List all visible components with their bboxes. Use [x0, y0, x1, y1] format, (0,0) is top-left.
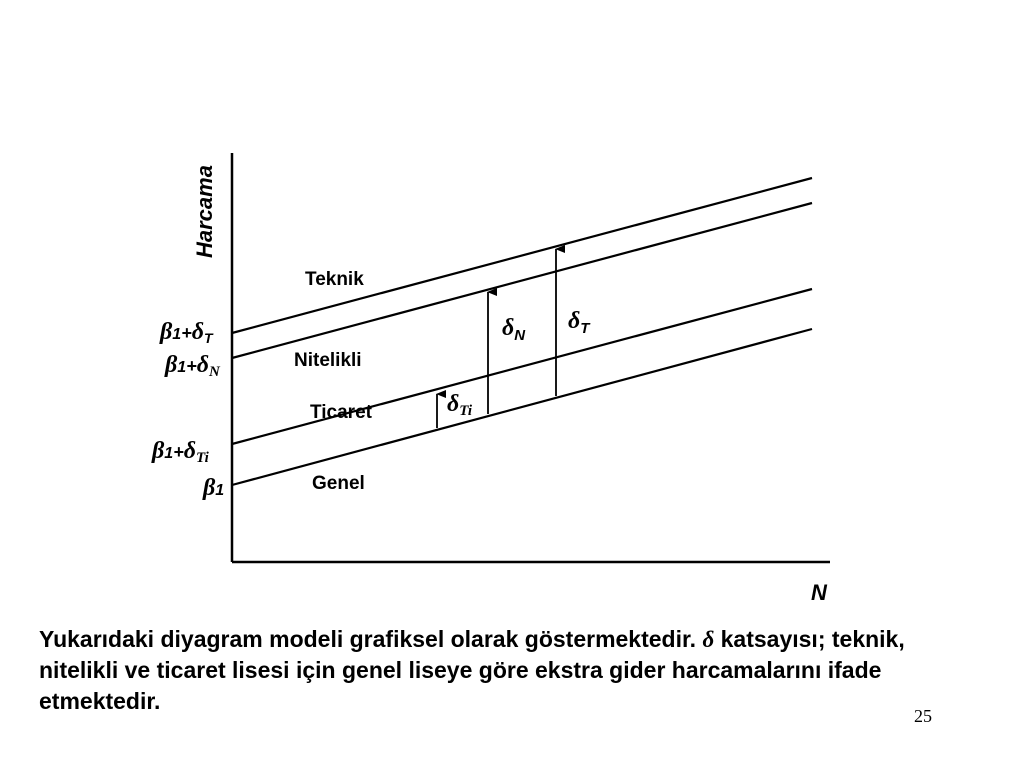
caption-part1: Yukarıdaki diyagram modeli grafiksel olarak göstermektedir.: [39, 626, 697, 652]
line-teknik: [232, 178, 812, 333]
delta-ti-label: δTi: [447, 391, 473, 419]
x-axis-label: N: [811, 580, 827, 605]
label-ticaret: Ticaret: [310, 402, 372, 423]
label-genel: Genel: [312, 473, 365, 494]
caption: [39, 624, 919, 717]
y-axis-label: Harcama: [192, 165, 217, 258]
intercept-teknik: β1+δT: [160, 319, 213, 346]
caption-part2: katsayısı; teknik, nitelikli ve ticaret lisesi için genel liseye göre ekstra gider harcamalarını ifade etmektedir.: [39, 626, 905, 714]
intercept-genel: β1: [203, 475, 225, 501]
delta-n-label: $\delta_N$: [502, 315, 526, 344]
label-nitelikli: Nitelikli: [294, 350, 362, 371]
intercept-nitelikli: β1+δN: [165, 352, 220, 380]
caption-delta: δ: [702, 627, 715, 652]
page-number: 25: [914, 706, 932, 726]
intercept-ticaret: β1+δTi: [152, 438, 209, 466]
label-teknik: Teknik: [305, 269, 364, 290]
delta-t-label: $\delta_T$: [568, 308, 590, 337]
